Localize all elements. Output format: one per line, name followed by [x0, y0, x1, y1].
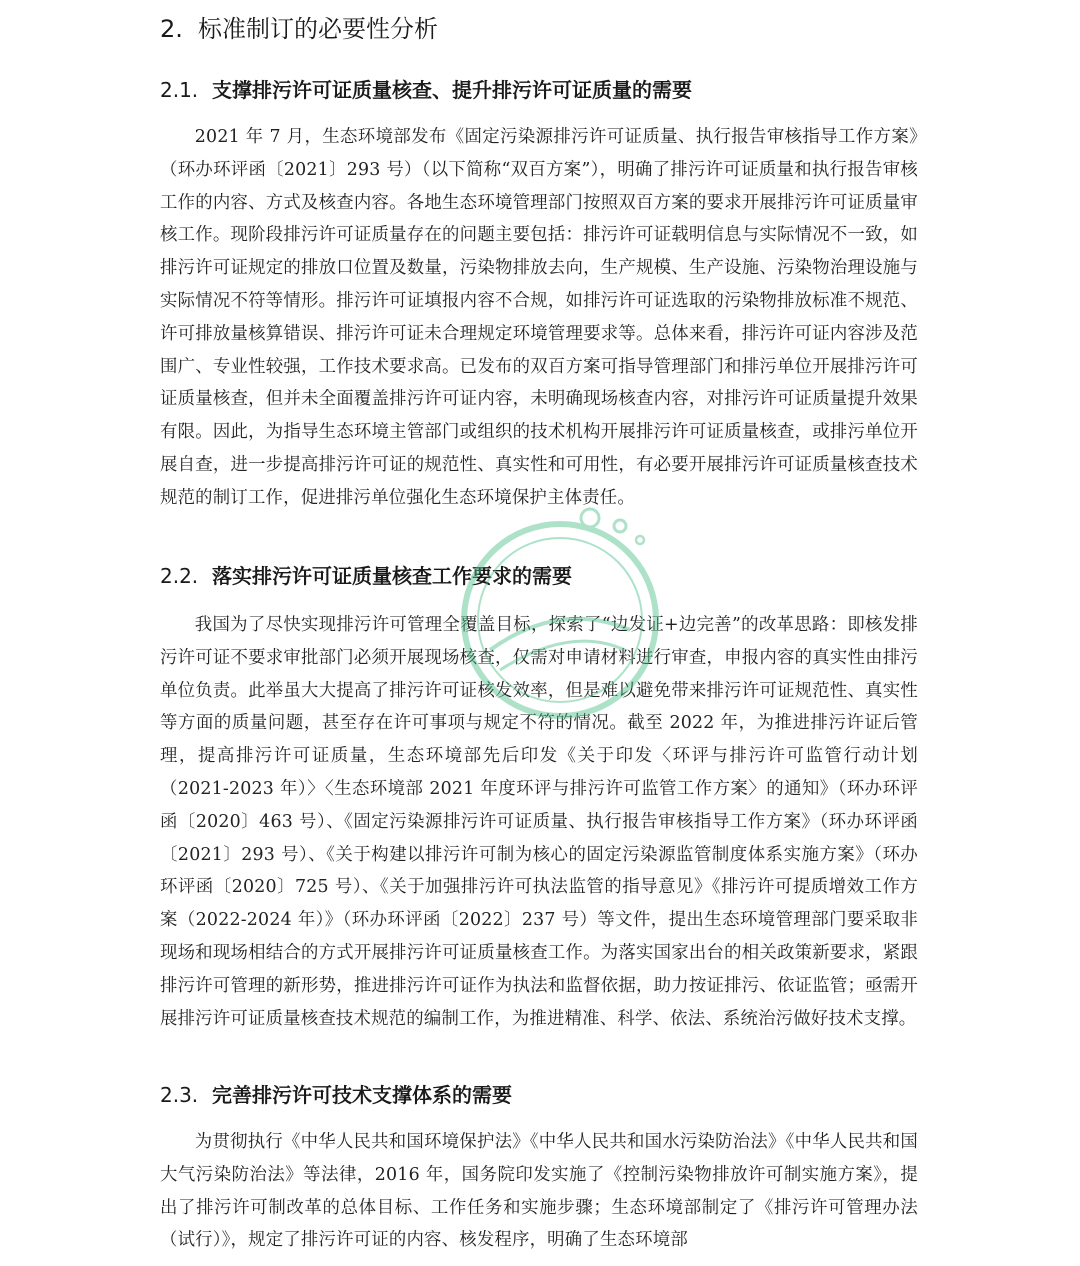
subsection-number: 2.1. — [160, 78, 199, 102]
paragraph-2-1: 2021 年 7 月，生态环境部发布《固定污染源排污许可证质量、执行报告审核指导工作方案》（环办环评函〔2021〕293 号）（以下简称“双百方案”），明确了排污许可证质量和执行报告审核工作的内容、方式及核查内容。各地生态环境管理部门按照双百方案的要求开展排污许可证质量审核工作。现阶段排污许可证质量存在的问题主要包括：排污许可证载明信息与实际情况不一致，如排污许可证规定的排放口位置及数量，污染物排放去向，生产规模、生产设施、污染物治理设施与实际情况不符等情形。排污许可证填报内容不合规，如排污许可证选取的污染物排放标准不规范、许可排放量核算错误、排污许可证未合理规定环境管理要求等。总体来看，排污许可证内容涉及范围广、专业性较强，工作技术要求高。已发布的双百方案可指导管理部门和排污单位开展排污许可证质量核查，但并未全面覆盖排污许可证内容，未明确现场核查内容，对排污许可证质量提升效果有限。因此，为指导生态环境主管部门或组织的技术机构开展排污许可证质量核查，或排污单位开展自查，进一步提高排污许可证的规范性、真实性和可用性，有必要开展排污许可证质量核查技术规范的制订工作，促进排污单位强化生态环境保护主体责任。 — [160, 127, 918, 508]
subsection-number: 2.3. — [160, 1083, 199, 1107]
subsection-title: 落实排污许可证质量核查工作要求的需要 — [212, 564, 572, 588]
paragraph-2-2: 我国为了尽快实现排污许可管理全覆盖目标，探索了“边发证+边完善”的改革思路：即核发排污许可证不要求审批部门必须开展现场核查，仅需对申请材料进行审查，申报内容的真实性由排污单位负责。此举虽大大提高了排污许可证核发效率，但是难以避免带来排污许可证规范性、真实性等方面的质量问题，甚至存在许可事项与规定不符的情况。截至 2022 年，为推进排污许证后管理，提高排污许可证质量，生态环境部先后印发《关于印发〈环评与排污许可监管行动计划（2021-2023 年）〉〈生态环境部 2021 年度环评与排污许可监管工作方案〉的通知》（环办环评函〔2020〕463 号）、《固定污染源排污许可证质量、执行报告审核指导工作方案》（环办环评函〔2021〕293 号）、《关于构建以排污许可制为核心的固定污染源监管制度体系实施方案》（环办环评函〔2020〕725 号）、《关于加强排污许可执法监管的指导意见》《排污许可提质增效工作方案（2022-2024 年）》（环办环评函〔2022〕237 号）等文件，提出生态环境管理部门要采取非现场和现场相结合的方式开展排污许可证质量核查工作。为落实国家出台的相关政策新要求，紧跟排污许可管理的新形势，推进排污许可证作为执法和监督依据，助力按证排污、依证监管；亟需开展排污许可证质量核查技术规范的编制工作，为推进精准、科学、依法、系统治污做好技术支撑。 — [160, 615, 918, 1029]
subsection-title: 支撑排污许可证质量核查、提升排污许可证质量的需要 — [212, 78, 692, 102]
section-heading — [160, 12, 438, 46]
subsection-heading-2-2 — [160, 561, 572, 591]
section-number: 2. — [160, 15, 183, 43]
section-title: 标准制订的必要性分析 — [198, 15, 438, 43]
paragraph-2-3: 为贯彻执行《中华人民共和国环境保护法》《中华人民共和国水污染防治法》《中华人民共和国大气污染防治法》等法律，2016 年，国务院印发实施了《控制污染物排放许可制实施方案》，提出了排污许可制改革的总体目标、工作任务和实施步骤；生态环境部制定了《排污许可管理办法（试行）》，规定了排污许可证的内容、核发程序，明确了生态环境部 — [160, 1132, 918, 1251]
subsection-number: 2.2. — [160, 564, 199, 588]
subsection-title: 完善排污许可技术支撑体系的需要 — [212, 1083, 512, 1107]
subsection-heading-2-3 — [160, 1080, 512, 1110]
subsection-heading-2-1 — [160, 75, 692, 105]
